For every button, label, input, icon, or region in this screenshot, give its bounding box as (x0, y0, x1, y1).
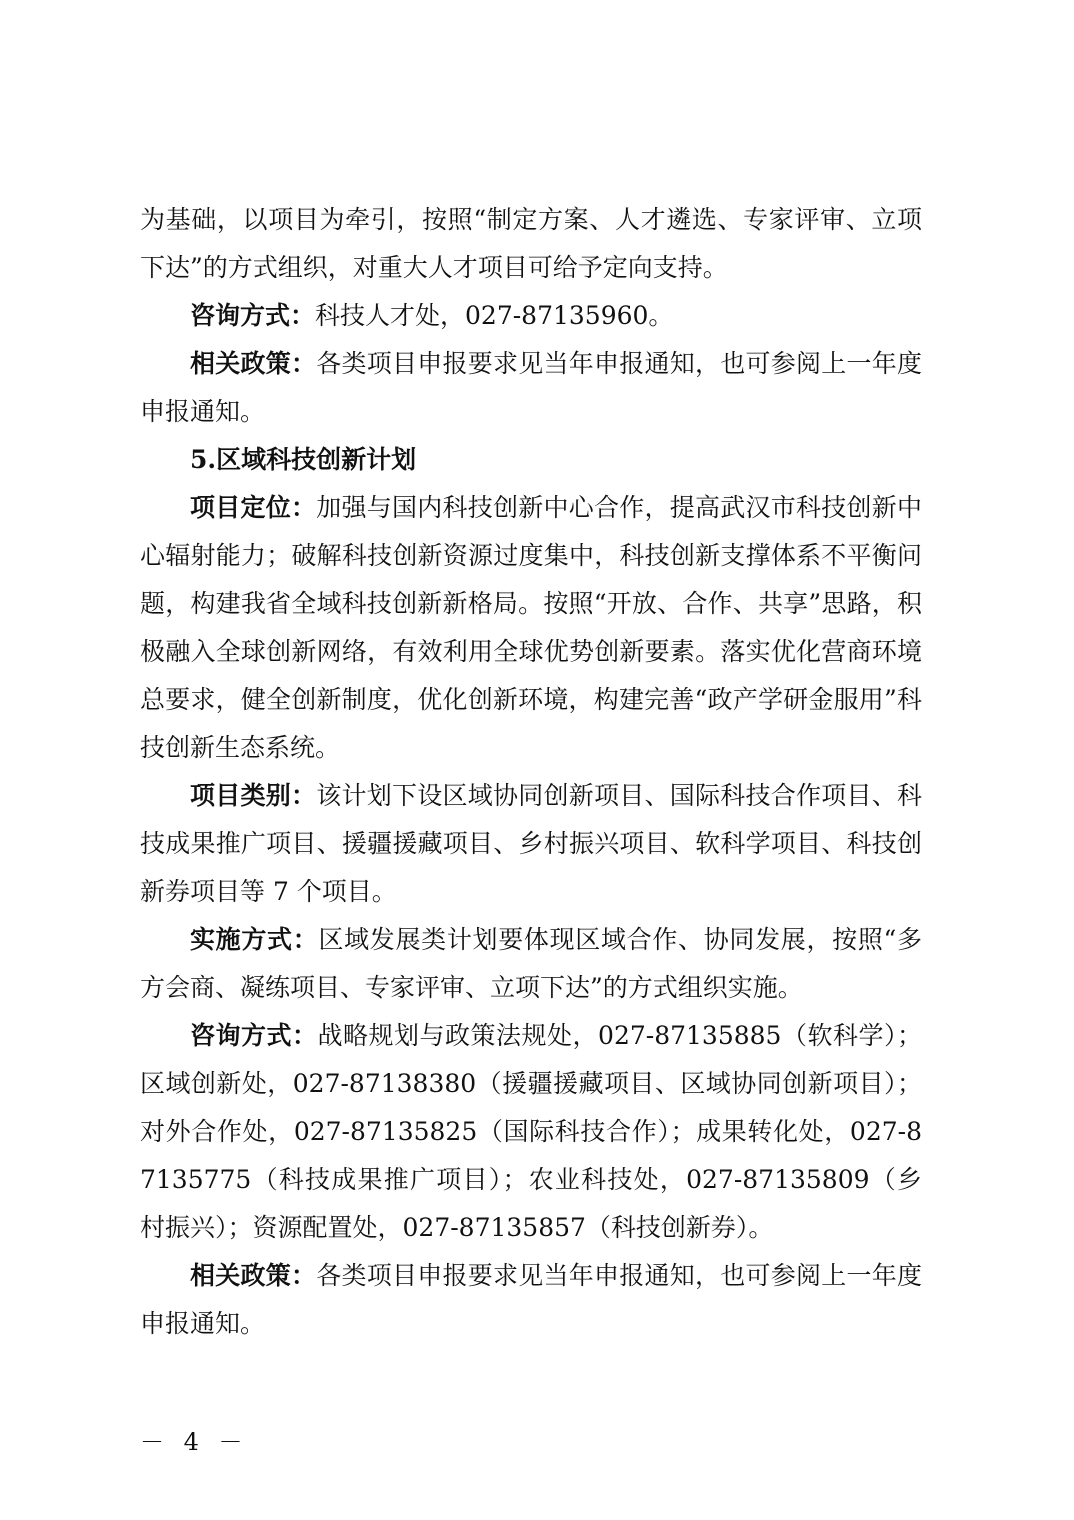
paragraph-label: 相关政策： (190, 1261, 317, 1290)
paragraph-label: 项目定位： (190, 493, 317, 522)
paragraph-policy-regional (140, 1252, 922, 1348)
document-body (140, 196, 922, 1348)
page-number: － 4 － (140, 1428, 249, 1456)
paragraph-label: 咨询方式： (190, 301, 316, 330)
paragraph-label: 相关政策： (190, 349, 317, 378)
paragraph-implementation (140, 916, 922, 1012)
paragraph-contact-talent (140, 292, 922, 340)
paragraph-text: 各类项目申报要求见当年申报通知，也可参阅上一年度申报通知。 (140, 349, 922, 426)
paragraph-continuation (140, 196, 922, 292)
paragraph-label: 咨询方式： (190, 1021, 318, 1050)
paragraph-text: 各类项目申报要求见当年申报通知，也可参阅上一年度申报通知。 (140, 1261, 922, 1338)
section-heading: 5.区域科技创新计划 (190, 445, 417, 474)
paragraph-policy-talent (140, 340, 922, 436)
paragraph-text: 区域发展类计划要体现区域合作、协同发展，按照“多方会商、凝练项目、专家评审、立项下达”的方式组织实施。 (140, 925, 922, 1002)
paragraph-text: 科技人才处，027-87135960。 (315, 301, 674, 330)
paragraph-label: 项目类别： (190, 781, 317, 810)
paragraph-text: 该计划下设区域协同创新项目、国际科技合作项目、科技成果推广项目、援疆援藏项目、乡村振兴项目、软科学项目、科技创新券项目等 7 个项目。 (140, 781, 922, 906)
paragraph-text: 为基础，以项目为牵引，按照“制定方案、人才遴选、专家评审、立项下达”的方式组织，对重大人才项目可给予定向支持。 (140, 205, 922, 282)
paragraph-text: 加强与国内科技创新中心合作，提高武汉市科技创新中心辐射能力；破解科技创新资源过度集中，科技创新支撑体系不平衡问题，构建我省全域科技创新新格局。按照“开放、合作、共享”思路，积极融入全球创新网络，有效利用全球优势创新要素。落实优化营商环境总要求，健全创新制度，优化创新环境，构建完善“政产学研金服用”科技创新生态系统。 (140, 493, 922, 762)
paragraph-text: 战略规划与政策法规处，027-87135885（软科学）；区域创新处，027-87138380（援疆援藏项目、区域协同创新项目）；对外合作处，027-87135825（国际科技合作）；成果转化处，027-87135775（科技成果推广项目）；农业科技处，027-87135809（乡村振兴）；资源配置处，027-87135857（科技创新券）。 (140, 1021, 922, 1242)
paragraph-contact-regional (140, 1012, 922, 1252)
paragraph-positioning (140, 484, 922, 772)
paragraph-label: 实施方式： (190, 925, 319, 954)
paragraph-categories (140, 772, 922, 916)
